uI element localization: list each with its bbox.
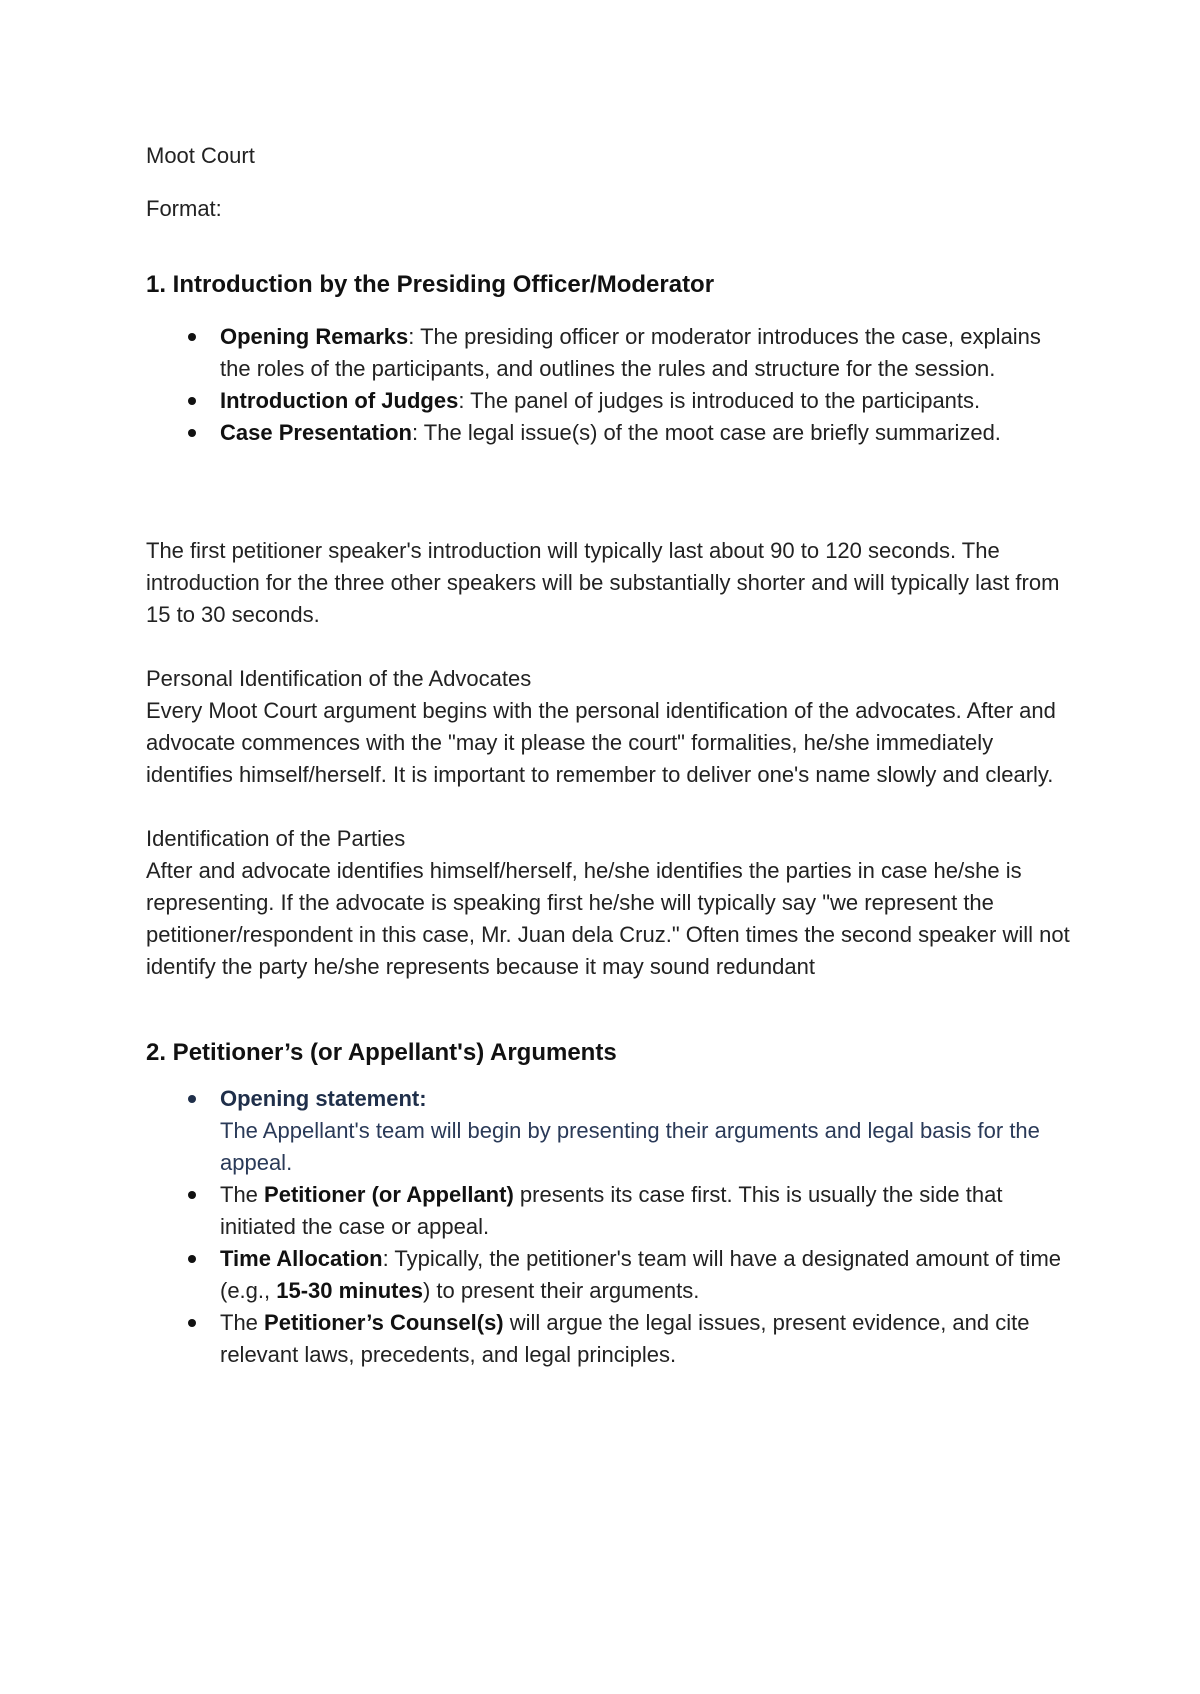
case-presentation-label: Case Presentation — [220, 420, 412, 445]
introduction-of-judges-label: Introduction of Judges — [220, 388, 459, 413]
list-item-petitioner — [220, 1179, 1076, 1243]
opening-remarks-label: Opening Remarks — [220, 324, 409, 349]
format-label: Format: — [146, 196, 222, 221]
list-item-opening-statement — [220, 1083, 1076, 1179]
petitioner-label: Petitioner (or Appellant) — [264, 1182, 514, 1207]
introduction-of-judges-text: : The panel of judges is introduced to the participants. — [458, 388, 981, 413]
list-item-case-presentation — [220, 417, 1076, 449]
identification-parties-heading: Identification of the Parties — [146, 826, 406, 851]
time-allocation-label: Time Allocation — [220, 1246, 383, 1271]
list-item-opening-remarks — [220, 321, 1076, 385]
opening-remarks-text: : The presiding officer or moderator introduces the case, explains the roles of the participants, and outlines the rules and structure for the session. — [220, 324, 1041, 381]
time-allocation-text-after: ) to present their arguments. — [422, 1278, 700, 1303]
document-title: Moot Court — [146, 143, 255, 168]
petitioner-prefix: The — [220, 1182, 265, 1207]
personal-identification-heading: Personal Identification of the Advocates — [146, 666, 532, 691]
counsel-label: Petitioner’s Counsel(s) — [264, 1310, 504, 1335]
list-item-time-allocation — [220, 1243, 1076, 1307]
section1-heading: 1. Introduction by the Presiding Officer/Moderator — [146, 271, 715, 298]
list-item-introduction-of-judges — [220, 385, 1076, 417]
opening-statement-label: Opening statement: — [220, 1086, 427, 1111]
petitioner-text: presents its case first. This is usually the side that initiated the case or appeal. — [220, 1182, 1003, 1239]
counsel-prefix: The — [220, 1310, 265, 1335]
intro-timing-paragraph: The first petitioner speaker's introduction will typically last about 90 to 120 seconds. The introduction for the three other speakers will be substantially shorter and will typically last from 15 to 30 seconds. — [146, 538, 1060, 627]
document-content — [146, 140, 1076, 1371]
personal-identification-body: Every Moot Court argument begins with the personal identification of the advocates. After and advocate commences with the "may it please the court" formalities, he/she immediately identifies himself/herself. It is important to remember to deliver one's name slowly and clearly. — [146, 698, 1056, 787]
list-item-petitioners-counsel — [220, 1307, 1076, 1371]
section2-list — [146, 1083, 1076, 1371]
counsel-text: will argue the legal issues, present evidence, and cite relevant laws, precedents, and legal principles. — [220, 1310, 1030, 1367]
case-presentation-text: : The legal issue(s) of the moot case are briefly summarized. — [411, 420, 1001, 445]
time-allocation-text-before: : Typically, the petitioner's team will have a designated amount of time (e.g., — [220, 1246, 1062, 1303]
identification-parties-body: After and advocate identifies himself/herself, he/she identifies the parties in case he/she is representing. If the advocate is speaking first he/she will typically say "we represent the petitioner/respondent in this case, Mr. Juan dela Cruz." Often times the second speaker will not identify the party he/she represents because it may sound redundant — [146, 858, 1070, 979]
opening-statement-text: The Appellant's team will begin by presenting their arguments and legal basis for the appeal. — [220, 1118, 1040, 1175]
time-allocation-duration: 15-30 minutes — [276, 1278, 423, 1303]
section2-heading: 2. Petitioner’s (or Appellant's) Arguments — [146, 1039, 617, 1066]
section1-list — [146, 321, 1076, 449]
